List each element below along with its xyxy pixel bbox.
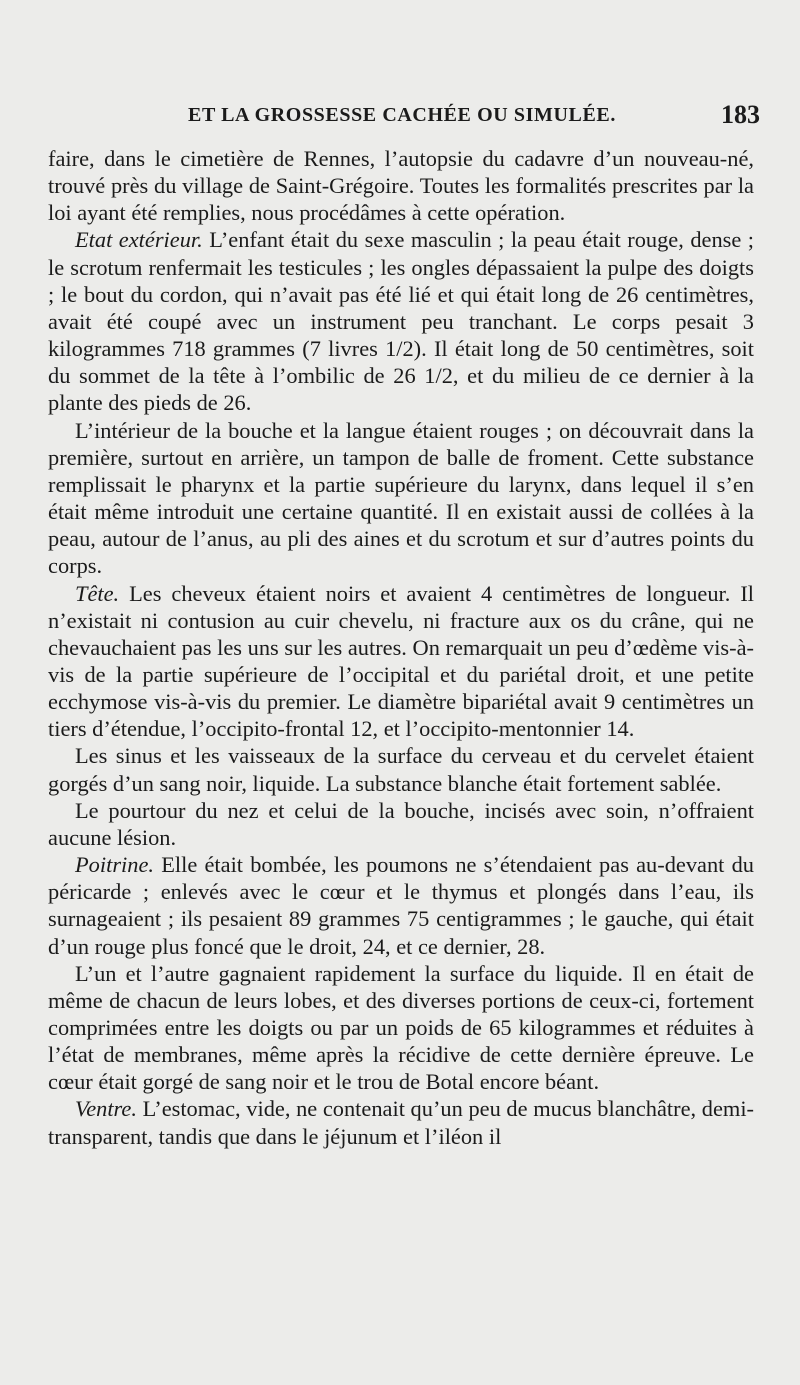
paragraph [48, 797, 754, 851]
paragraph [48, 851, 754, 960]
paragraph-text: Les cheveux étaient noirs et avaient 4 centimètres de longueur. Il n’existait ni contusion au cuir chevelu, ni fracture aux os du crâne, qui ne chevauchaient pas les uns sur les autres. On remarquait un peu d’œdème vis-à-vis de la partie supérieure de l’occipital et du pariétal droit, et une petite ecchymose vis-à-vis du premier. Le diamètre bipariétal avait 9 centimètres un tiers d’étendue, l’occipito-frontal 12, et l’occipito-mentonnier 14. [48, 580, 754, 742]
body-text [48, 145, 754, 1150]
section-lead: Ventre. [75, 1096, 137, 1122]
paragraph [48, 1095, 754, 1149]
paragraph-text: Les sinus et les vaisseaux de la surface du cerveau et du cervelet étaient gorgés d’un sang noir, liquide. La substance blanche était fortement sablée. [48, 743, 754, 796]
paragraph-text: L’un et l’autre gagnaient rapidement la surface du liquide. Il en était de même de chacun de leurs lobes, et des diverses portions de ceux-ci, fortement comprimées entre les doigts ou par un poids de 65 kilogrammes et réduites à l’état de membranes, même après la récidive de cette dernière épreuve. Le cœur était gorgé de sang noir et le trou de Botal encore béant. [48, 960, 754, 1095]
section-lead: Tête. [75, 580, 120, 606]
paragraph-text: faire, dans le cimetière de Rennes, l’autopsie du cadavre d’un nouveau-né, trouvé près du village de Saint-Grégoire. Toutes les formalités prescrites par la loi ayant été remplies, nous procédâmes à cette opération. [48, 146, 754, 226]
paragraph [48, 960, 754, 1096]
paragraph [48, 417, 754, 580]
paragraph-text: L’estomac, vide, ne contenait qu’un peu de mucus blanchâtre, demi-transparent, tandis que dans le jéjunum et l’iléon il [48, 1096, 754, 1149]
page-header [48, 100, 760, 134]
section-lead: Etat extérieur. [75, 227, 203, 253]
page-number: 183 [721, 100, 760, 129]
paragraph [48, 580, 754, 743]
paragraph-text: Elle était bombée, les poumons ne s’étendaient pas au-devant du péricarde ; enlevés avec le cœur et le thymus et plongés dans l’eau, ils surnageaient ; ils pesaient 89 grammes 75 centigrammes ; le gauche, qui était d’un rouge plus foncé que le droit, 24, et ce dernier, 28. [48, 852, 754, 959]
running-title: ET LA GROSSESSE CACHÉE OU SIMULÉE. [188, 104, 616, 126]
paragraph [48, 226, 754, 416]
section-lead: Poitrine. [75, 852, 154, 878]
paragraph [48, 742, 754, 796]
paragraph [48, 145, 754, 226]
paragraph-text: Le pourtour du nez et celui de la bouche, incisés avec soin, n’offraient aucune lésion. [48, 797, 754, 850]
paragraph-text: L’intérieur de la bouche et la langue étaient rouges ; on découvrait dans la première, surtout en arrière, un tampon de balle de froment. Cette substance remplissait le pharynx et la partie supérieure du larynx, dans lequel il s’en était même introduit une certaine quantité. Il en existait aussi de collées à la peau, autour de l’anus, au pli des aines et du scrotum et sur d’autres points du corps. [48, 417, 754, 579]
paragraph-text: L’enfant était du sexe masculin ; la peau était rouge, dense ; le scrotum renfermait les testicules ; les ongles dépassaient la pulpe des doigts ; le bout du cordon, qui n’avait pas été lié et qui était long de 26 centimètres, avait été coupé avec un instrument peu tranchant. Le corps pesait 3 kilogrammes 718 grammes (7 livres 1/2). Il était long de 50 centimètres, soit du sommet de la tête à l’ombilic de 26 1/2, et du milieu de ce dernier à la plante des pieds de 26. [48, 227, 755, 416]
